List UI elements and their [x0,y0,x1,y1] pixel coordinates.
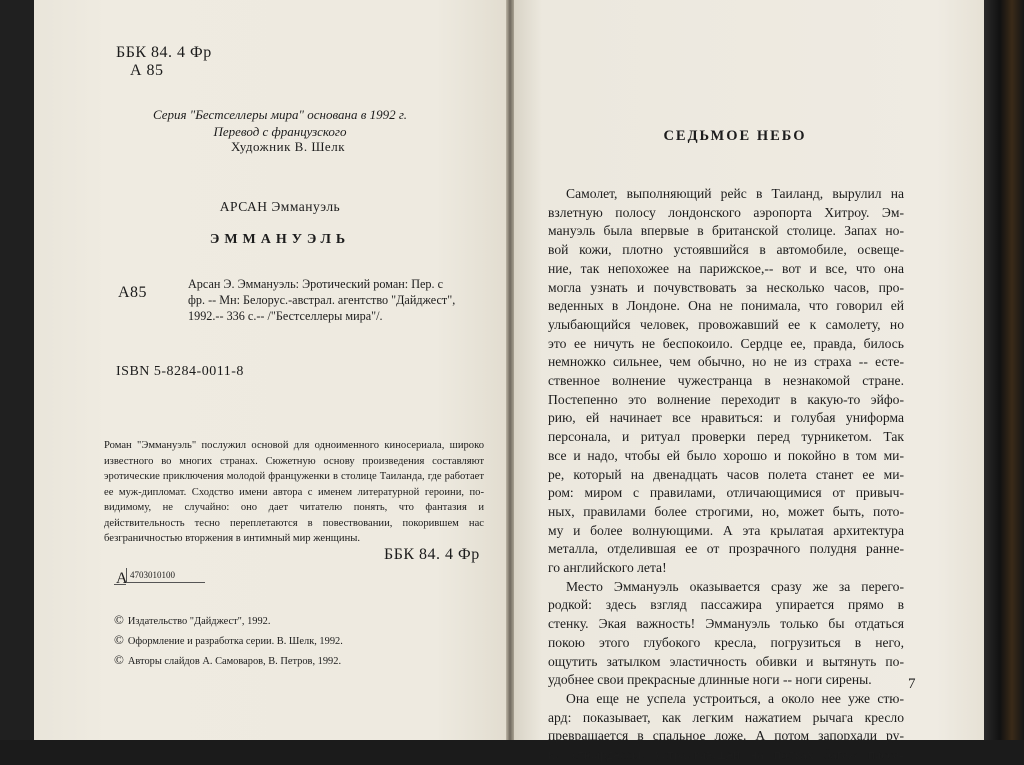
biblio-description [188,276,455,324]
biblio-line: Арсан Э. Эммануэль: Эротический роман: Пер. с [188,277,444,291]
text-line: ре, который на двенадцать часов полета станет ее ми- [548,466,904,482]
text-line: Место Эммануэль оказывается сразу же за перего- [566,578,904,594]
biblio-line: 1992.-- 336 с.-- /"Бестселлеры мира"/. [188,309,383,323]
copyright-icon: © [114,652,124,667]
text-line: металла, отделившая ее от прозрачного полудня ранне- [548,541,904,557]
text-line: веденных в Лондоне. Она не понимала, что говорил ей [548,298,904,314]
text-line: превращается в спальное ложе. А потом запорхали ру- [548,728,904,744]
text-line: взлетную полосу лондонского аэропорта Хитроу. Эм- [548,204,904,220]
page-number: 7 [908,676,916,692]
text-line: стенку. Экая важность! Эммануэль только бы отдаться [548,616,904,632]
chapter-body [548,185,904,765]
left-page [34,0,506,740]
book-author: АРСАН Эммануэль [219,199,341,214]
series-info [90,106,470,140]
biblio-code: А85 [118,284,148,301]
series-line: Серия "Бестселлеры мира" основана в 1992 г. [152,107,407,122]
text-line: Она еще не успела устроиться, а около нее уже стю- [566,690,904,706]
book-cover-left-edge [0,0,34,740]
index-stamp-line [114,584,126,585]
text-line: ственное волнение чужестранца в незнакомой стране. [548,373,904,389]
bbk-top: ББК 84. 4 Фр [116,44,212,61]
copyright-line [114,631,343,651]
text-line: улыбающийся человек, провожавший ее к самолету, но [548,316,904,332]
paragraph [548,690,904,765]
text-line: ром: миром с правилами, отличающимися от привыч- [548,485,904,501]
text-line: ард: показывает, как легким нажатием рычага кресло [548,709,904,725]
copyright-text: Издательство "Дайджест", 1992. [127,616,271,627]
text-line: го английского лета! [548,560,667,576]
book-title: ЭММАНУЭЛЬ [209,232,351,247]
copyright-icon: © [114,632,124,647]
text-line: рию, ей начинает все нравиться: и голубая униформа [548,410,904,426]
text-line: родкой: здесь взгляд пассажира упирается прямо в [548,597,904,613]
text-line: это ее ничуть не беспокоило. Сердце ее, правда, билось [548,335,904,351]
text-line: Самолет, выполняющий рейс в Таиланд, вырулил на [566,186,904,201]
annotation: Роман "Эммануэль" послужил основой для одноименного киносериала, широко известного во многих странах. Сюжетную основу произведения составляют эротические приключения молодой француженки в столице Таиланда, где работает ее муж-дипломат. Сходство имени автора с именем литературной героини, по-видимому, не случайно: оно дает читателю понять, что фантазия и действительность тесно переплетаются в повествовании, покорившем нас безграничностью вторжения в интимный мир женщины. [104,440,484,544]
artist-credit: Художник В. Шелк [230,139,346,154]
text-line: удобнее свои прекрасные длинные ноги -- ноги сирены. [548,672,872,688]
bbk-bottom: ББК 84. 4 Фр [384,546,480,563]
copyright-text: Авторы слайдов А. Самоваров, В. Петров, 1992. [127,656,342,667]
text-line: покою этого глубокого кресла, погрузиться в него, [548,634,904,650]
book-gutter [506,0,514,740]
text-line: все и надо, чтобы ей было хорошо и покойно в том ми- [548,447,904,463]
paragraph [548,185,904,578]
text-line: ние, так непохожее на парижское,-- вот и все, что она [548,260,904,276]
right-page [514,0,984,763]
code-top: А 85 [130,62,164,79]
index-stamp-frame [126,568,205,583]
chapter-title: СЕДЬМОЕ НЕБО [663,128,807,144]
book-cover-right-edge [984,0,1024,740]
text-line: вой кожи, плотно устоявшийся в автомобиле, освеще- [548,242,904,258]
text-line: ных, правилами более строгими, но, может быть, пото- [548,503,904,519]
text-line: немножко сильнее, чем обычно, но не из страха -- есте- [548,354,904,370]
text-line: Постепенно это волнение переходит в какую-то эйфо- [548,391,904,407]
text-line: ощутить затылком эластичность обивки и вытянуть по- [548,653,904,669]
copyright-text: Оформление и разработка серии. В. Шелк, 1992. [127,636,343,647]
biblio-line: фр. -- Мн: Белорус.-австрал. агентство "Дайджест", [188,293,456,307]
isbn: ISBN 5-8284-0011-8 [116,364,244,379]
text-line: мануэль была впервые в британской столице. Запах но- [548,223,904,239]
index-code: 4703010100 [130,570,175,580]
copyright-line [114,611,343,631]
copyright-line [114,651,343,671]
text-line: ки стюардессы, устраивающей на полках багаж пасса- [548,747,904,763]
text-line: му и более волнующими. А эта крылатая архитектура [548,522,904,538]
text-line: персонала, и ритуал проверки перед турникетом. Так [548,429,904,445]
index-letter: А [116,570,129,587]
text-line: могла узнать и почувствовать за несколько часов, про- [548,279,904,295]
copyright-icon: © [114,612,124,627]
series-line: Перевод с французского [213,124,347,139]
paragraph [548,578,904,690]
copyrights [114,611,343,671]
